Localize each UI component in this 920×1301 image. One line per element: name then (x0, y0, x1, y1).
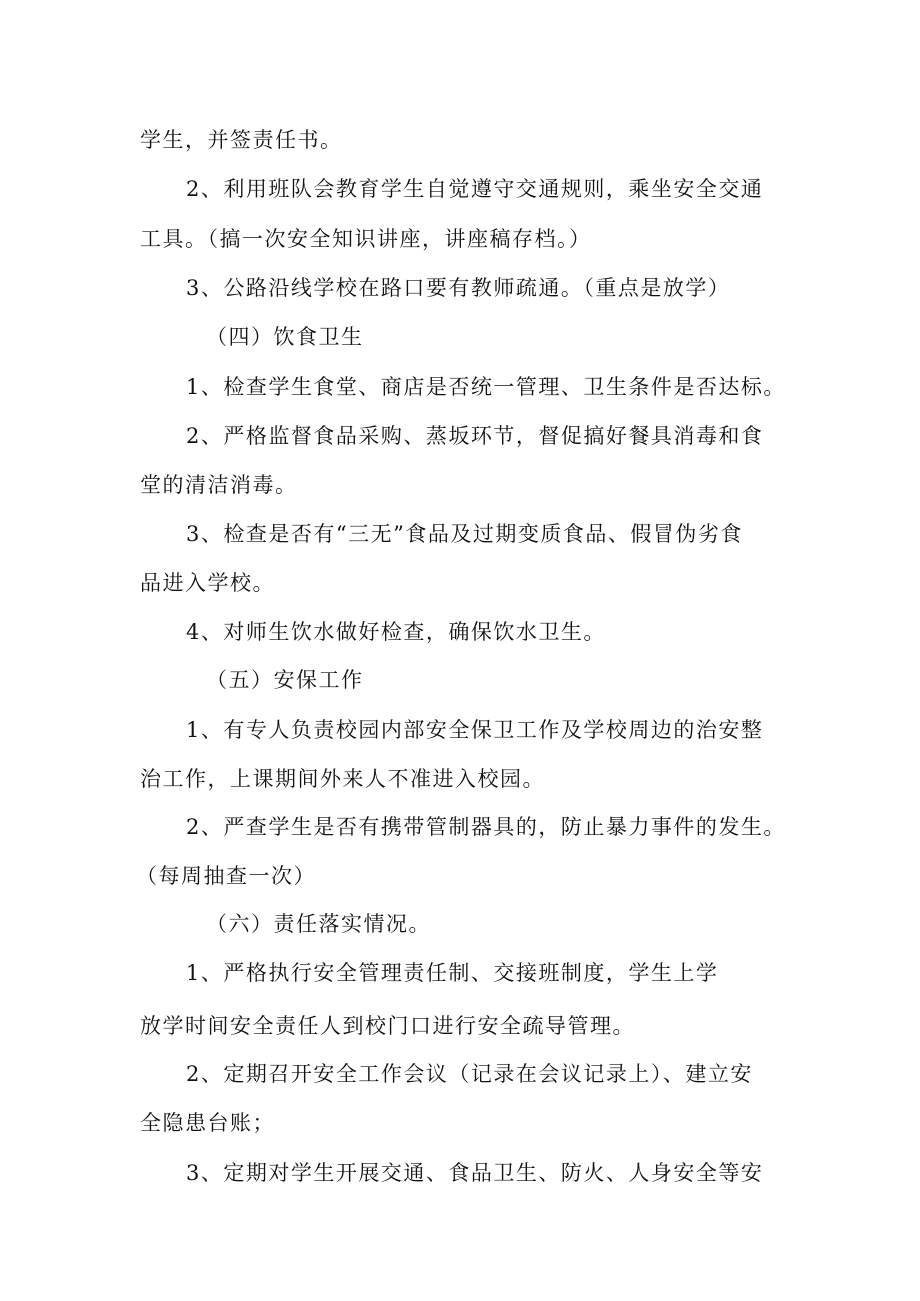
section-heading-6: （六）责任落实情况。 (206, 912, 431, 936)
text-line-22: 3、定期对学生开展交通、食品卫生、防火、人身安全等安 (186, 1161, 764, 1185)
section-heading-5: （五）安保工作 (206, 668, 364, 692)
text-line-10: 品进入学校。 (140, 571, 275, 595)
text-line-13: 1、有专人负责校园内部安全保卫工作及学校周边的治安整 (186, 718, 764, 742)
section-heading-4: （四）饮食卫生 (206, 325, 364, 349)
text-line-21: 全隐患台账； (140, 1111, 275, 1135)
text-line-18: 1、严格执行安全管理责任制、交接班制度，学生上学 (186, 961, 719, 985)
text-line-20: 2、定期召开安全工作会议（记录在会议记录上）、建立安 (186, 1062, 753, 1086)
text-line-4: 3、公路沿线学校在路口要有教师疏通。（重点是放学） (186, 276, 731, 300)
text-line-15: 2、严查学生是否有携带管制器具的，防止暴力事件的发生。 (186, 815, 786, 839)
text-line-3: 工具。（搞一次安全知识讲座，讲座稿存档。） (140, 227, 592, 251)
text-line-16: （每周抽查一次） (136, 864, 316, 888)
text-line-6: 1、检查学生食堂、商店是否统一管理、卫生条件是否达标。 (186, 375, 786, 399)
text-line-8: 堂的清洁消毒。 (140, 473, 298, 497)
text-line-14: 治工作，上课期间外来人不准进入校园。 (140, 767, 545, 791)
text-line-1: 学生，并签责任书。 (140, 128, 343, 152)
text-line-11: 4、对师生饮水做好检查，确保饮水卫生。 (186, 620, 606, 644)
text-line-2: 2、利用班队会教育学生自觉遵守交通规则，乘坐安全交通 (186, 177, 764, 201)
text-line-19: 放学时间安全责任人到校门口进行安全疏导管理。 (140, 1014, 635, 1038)
text-line-7: 2、严格监督食品采购、蒸坂环节，督促搞好餐具消毒和食 (186, 424, 764, 448)
text-line-9: 3、检查是否有“三无”食品及过期变质食品、假冒伪劣食 (186, 522, 743, 546)
